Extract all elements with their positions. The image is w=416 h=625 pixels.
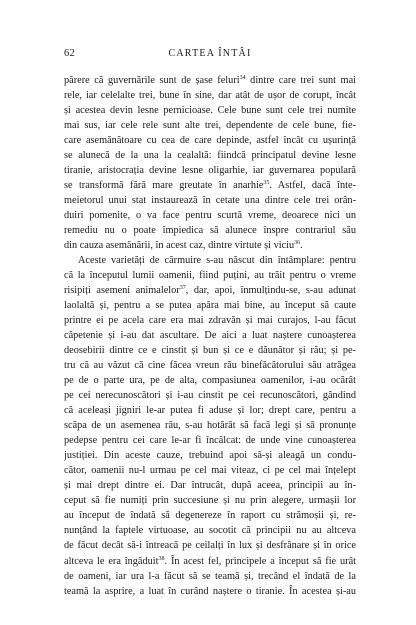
text-segment: printre ei pe acela care era mai zdravăn și mai curajos, l-au făcut — [64, 315, 356, 327]
text-line — [64, 103, 356, 118]
text-line — [64, 478, 356, 493]
text-segment: teamă la asprire, a luat în curând naștere o tiranie. În acestea și-au — [64, 585, 356, 597]
text-segment: tiranie, aristocrația devine lesne oligarhie, iar guvernarea populară — [64, 165, 356, 177]
text-segment: rele, iar celelalte trei, bune în sine, dar atât de ușor de corupt, încât — [64, 90, 356, 102]
text-line — [64, 508, 356, 523]
text-line — [64, 373, 356, 388]
text-segment: deosebirii dintre ce e cinstit și bun și ce e dăunător și rău; și pe- — [64, 345, 356, 357]
text-line — [64, 538, 356, 553]
text-segment: din cauza asemănării, în acest caz, dintre virtute și viciu — [64, 240, 295, 252]
text-line — [64, 493, 356, 508]
text-segment: tru că au văzut că cine făcea vreun rău binefăcătorului său atrăgea — [64, 360, 356, 372]
footnote-marker: 35 — [263, 180, 270, 187]
text-segment: mai sus, iar cele rele sunt alte trei, dependente de cele bune, fie- — [64, 120, 356, 132]
text-segment: că la începutul lumii oamenii, fiind puțini, au trăit pentru o vreme — [64, 270, 356, 282]
text-segment: nunțând la faptele virtuoase, au socotit că principii nu au altceva — [64, 525, 356, 537]
text-segment: . În acest fel, principele a început să fie urât — [164, 555, 356, 567]
text-segment: altceva le era îngăduit — [64, 555, 159, 567]
text-line — [64, 163, 356, 178]
text-segment: duiri pomenite, o va face pentru scurtă vreme, deoarece nici un — [64, 210, 356, 222]
text-segment: . — [300, 240, 303, 252]
text-segment: pe de o parte ura, pe de alta, compasiunea oamenilor, i-au ocărât — [64, 375, 356, 387]
text-line — [64, 584, 356, 599]
text-segment: și acestea devin lesne pernicioase. Cele bune sunt cele trei numite — [64, 105, 356, 117]
text-line — [64, 133, 356, 148]
text-line — [64, 73, 356, 88]
text-line — [64, 238, 356, 253]
text-line — [64, 298, 356, 313]
text-line — [64, 433, 356, 448]
page-header — [64, 48, 356, 62]
text-segment: se alunecă de la una la cealaltă: fiindcă principatul devine lesne — [64, 150, 356, 162]
text-segment: că aceleași jigniri le-ar putea fi aduse și lor; drept care, pentru a — [64, 405, 356, 417]
text-line — [64, 118, 356, 133]
text-segment: care asemănătoare cu cea de care depinde, astfel încât cu ușurință — [64, 135, 356, 147]
text-line — [64, 148, 356, 163]
text-line — [64, 223, 356, 238]
text-line — [64, 448, 356, 463]
text-line — [64, 523, 356, 538]
footnote-marker: 38 — [158, 555, 165, 562]
text-line — [64, 463, 356, 478]
text-segment: părere că guvernările sunt de șase feluri — [64, 75, 240, 86]
text-line — [64, 403, 356, 418]
text-line — [64, 418, 356, 433]
page-number: 62 — [64, 48, 76, 59]
text-segment: pe cei nerecunoscători și i-au cinstit pe cei recunoscători, gândind — [64, 390, 356, 402]
text-segment: meietorul unui stat instaurează în cetate una dintre cele trei orân- — [64, 195, 356, 207]
text-segment: . Astfel, dacă înte- — [269, 180, 356, 192]
text-segment: și mai drept dintre ei. Dar întrucât, după aceea, principii au în- — [64, 480, 356, 492]
text-line — [64, 343, 356, 358]
text-line — [64, 253, 356, 268]
text-line — [64, 268, 356, 283]
text-line — [64, 313, 356, 328]
text-line — [64, 388, 356, 403]
running-title: CARTEA ÎNTÂI — [168, 48, 252, 59]
text-segment: risipiți asemeni animalelor — [64, 285, 180, 297]
text-segment: Aceste varietăți de cârmuire s-au născut din întâmplare: pentru — [78, 255, 356, 267]
text-segment: căpetenie și i-au dat ascultare. De aici a luat naștere cunoașterea — [64, 330, 356, 342]
text-segment: ceput să fie numiți prin succesiune și nu prin alegere, urmașii lor — [64, 495, 356, 507]
text-line — [64, 88, 356, 103]
text-line — [64, 208, 356, 223]
text-segment: cător, oamenii nu-l urmau pe cel mai viteaz, ci pe cel mai înțelept — [64, 465, 356, 477]
footnote-marker: 36 — [294, 240, 301, 247]
text-segment: pedepse pentru cei care le-ar fi încălcat: de unde vine cunoașterea — [64, 435, 356, 447]
text-line — [64, 178, 356, 193]
text-line — [64, 554, 356, 569]
text-segment: au început de îndată să degenereze în raport cu strămoșii și, re- — [64, 510, 356, 522]
text-segment: dintre care trei sunt mai — [245, 75, 356, 86]
text-segment: se transformă fără mare greutate în anarhie — [64, 180, 264, 192]
text-segment: scăpa de un asemenea rău, s-au hotărât să facă legi și să pronunțe — [64, 420, 356, 432]
text-line — [64, 283, 356, 298]
text-segment: de făcut decât să-i întreacă pe ceilalți în lux și desfrânare și în orice — [64, 540, 356, 552]
text-line — [64, 328, 356, 343]
text-segment: remediu nu o poate împiedica să alunece înspre contrariul său — [64, 225, 356, 237]
text-segment: laolaltă și, pentru a se putea apăra mai bine, au început să caute — [64, 300, 356, 312]
footnote-marker: 34 — [239, 75, 246, 81]
text-segment: , dar, apoi, înmulțindu-se, s-au adunat — [185, 285, 356, 297]
text-segment: justiției. Din aceste cauze, trebuind apoi să-și aleagă un condu- — [64, 450, 356, 462]
text-line — [64, 358, 356, 373]
text-line — [64, 569, 356, 584]
text-line — [64, 193, 356, 208]
body-text — [64, 73, 356, 599]
text-segment: de oameni, iar ura l-a făcut să se teamă și, trecând el îndată de la — [64, 570, 356, 582]
footnote-marker: 37 — [179, 285, 186, 292]
